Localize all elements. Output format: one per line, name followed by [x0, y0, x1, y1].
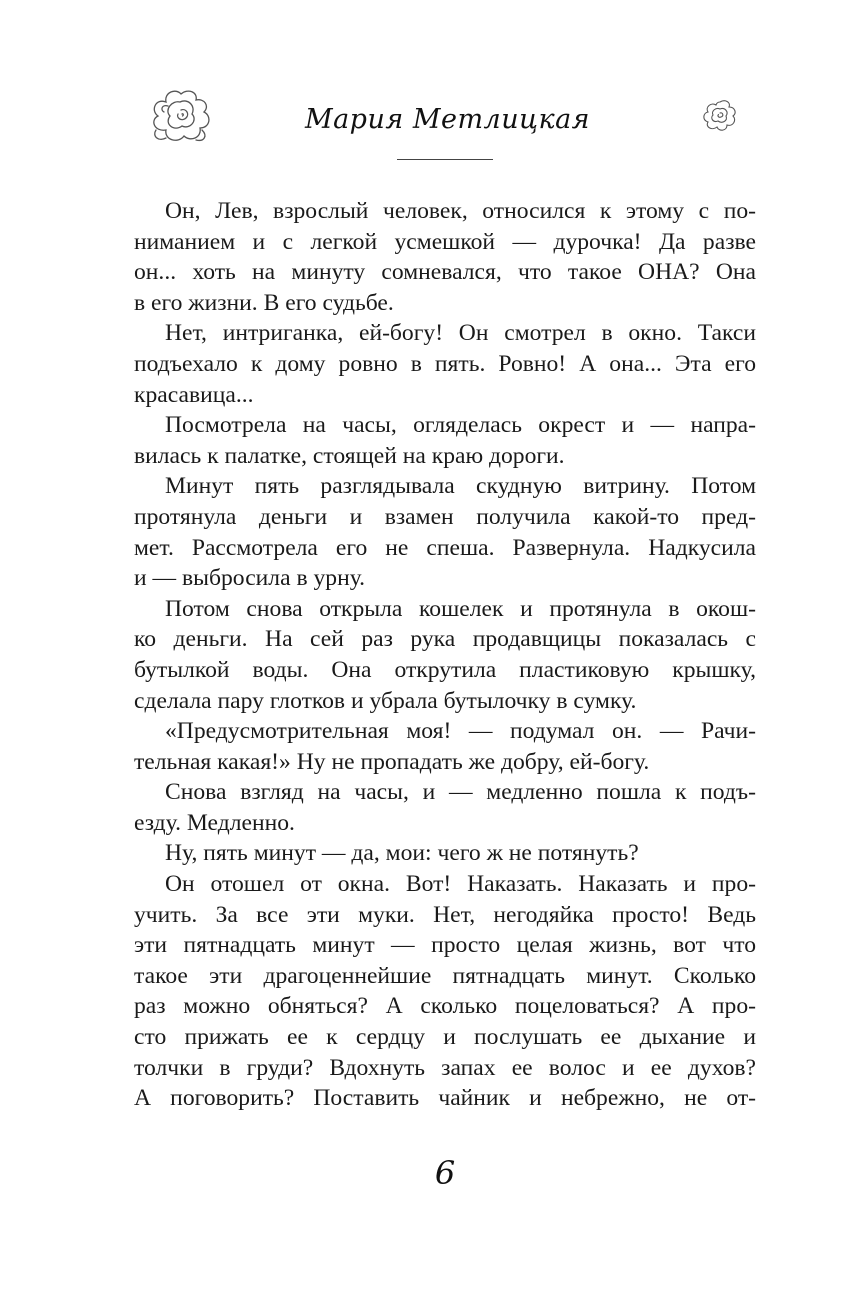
- text-line: ко деньги. На сей раз рука продавщицы показалась с: [134, 626, 756, 653]
- page-number: 6: [434, 1154, 456, 1192]
- text-line: мет. Рассмотрела его не спеша. Развернула. Надкусила: [134, 534, 756, 561]
- text-line: сделала пару глотков и убрала бутылочку в сумку.: [134, 687, 637, 714]
- text-line: учить. За все эти муки. Нет, негодяйка просто! Ведь: [134, 901, 756, 928]
- page-header: [0, 0, 845, 170]
- text-line: езду. Медленно.: [134, 809, 295, 836]
- text-line: тельная какая!» Ну не пропадать же добру, ей-богу.: [134, 748, 650, 775]
- text-line: он... хоть на минуту сомневался, что такое ОНА? Она: [134, 259, 756, 286]
- text-line: бутылкой воды. Она открутила пластиковую крышку,: [134, 656, 756, 683]
- rose-ornament-icon: [146, 86, 216, 148]
- text-line: и — выбросила в урну.: [134, 565, 366, 592]
- text-line: Ну, пять минут — да, мои: чего ж не потянуть?: [165, 840, 639, 867]
- text-line: Он, Лев, взрослый человек, относился к этому с по-: [165, 198, 756, 224]
- text-line: такое эти драгоценнейшие пятнадцать минут. Сколько: [134, 962, 756, 989]
- text-line: красавица...: [134, 381, 254, 408]
- rose-ornament-small-icon: [700, 98, 740, 134]
- text-line: ниманием и с легкой усмешкой — дурочка! Да разве: [134, 228, 756, 255]
- text-line: Снова взгляд на часы, и — медленно пошла к подъ-: [165, 779, 756, 806]
- text-line: Потом снова открыла кошелек и протянула в окош-: [165, 595, 756, 622]
- text-line: протянула деньги и взамен получила какой-то пред-: [134, 503, 756, 530]
- text-line: вилась к палатке, стоящей на краю дороги.: [134, 442, 565, 469]
- text-line: Он отошел от окна. Вот! Наказать. Наказать и про-: [165, 871, 756, 898]
- body-text: [134, 196, 756, 1114]
- text-line: толчки в груди? Вдохнуть запах ее волос и ее духов?: [134, 1054, 756, 1081]
- text-line: Минут пять разглядывала скудную витрину. Потом: [165, 473, 756, 500]
- text-line: сто прижать ее к сердцу и послушать ее дыхание и: [134, 1024, 756, 1051]
- author-name: Мария Метлицкая: [304, 104, 591, 135]
- text-line: подъехало к дому ровно в пять. Ровно! А она... Эта его: [134, 350, 756, 377]
- text-line: «Предусмотрительная моя! — подумал он. — Рачи-: [165, 718, 756, 745]
- text-line: Нет, интриганка, ей-богу! Он смотрел в окно. Такси: [165, 320, 756, 347]
- text-line: А поговорить? Поставить чайник и небрежно, не от-: [134, 1085, 756, 1112]
- text-line: эти пятнадцать минут — просто целая жизнь, вот что: [134, 932, 756, 959]
- text-line: раз можно обняться? А сколько поцеловаться? А про-: [134, 993, 756, 1020]
- header-rule: [397, 159, 493, 160]
- text-line: в его жизни. В его судьбе.: [134, 289, 394, 316]
- text-line: Посмотрела на часы, огляделась окрест и — напра-: [165, 412, 756, 439]
